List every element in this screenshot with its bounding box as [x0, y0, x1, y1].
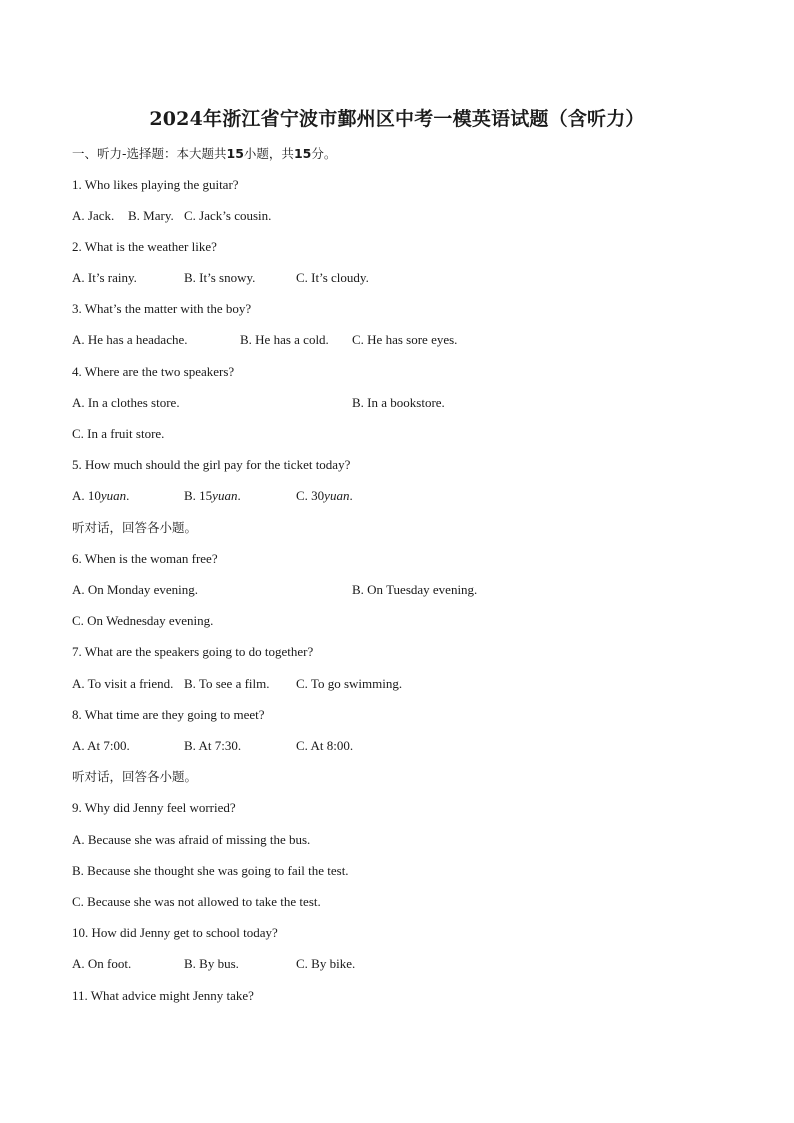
question-3-stem: 3. What’s the matter with the boy?: [72, 301, 252, 316]
option-b: B. It’s snowy.: [184, 270, 256, 285]
question-10-stem: 10. How did Jenny get to school today?: [72, 925, 278, 940]
option-c: C. On Wednesday evening.: [72, 613, 214, 628]
option-b: B. At 7:30.: [184, 738, 242, 753]
option-a: A. On Monday evening.: [72, 582, 199, 597]
question-7-stem: 7. What are the speakers going to do together?: [72, 644, 314, 659]
question-6-stem: 6. When is the woman free?: [72, 551, 218, 566]
question-9-option-a: A. Because she was afraid of missing the bus.: [72, 832, 311, 847]
question-2-stem: 2. What is the weather like?: [72, 239, 217, 254]
section-heading: 一、听力-选择题：本大题共15小题，共15分。: [72, 146, 337, 161]
listening-instruction: 听对话，回答各小题。: [72, 520, 198, 535]
option-c: C. By bike.: [296, 956, 356, 971]
option-a: A. At 7:00.: [72, 738, 130, 753]
option-c: C. 30yuan.: [296, 488, 353, 503]
option-b: B. Mary.: [128, 208, 174, 223]
question-9-stem: 9. Why did Jenny feel worried?: [72, 800, 236, 815]
option-a: A. In a clothes store.: [72, 395, 180, 410]
question-8-stem: 8. What time are they going to meet?: [72, 707, 265, 722]
question-4-stem: 4. Where are the two speakers?: [72, 364, 235, 379]
option-a: A. It’s rainy.: [72, 270, 137, 285]
option-b: B. In a bookstore.: [352, 395, 445, 410]
option-c: C. He has sore eyes.: [352, 332, 458, 347]
page-title: 2024年浙江省宁波市鄞州区中考一模英语试题（含听力）: [149, 108, 645, 130]
option-c: C. Jack’s cousin.: [184, 208, 272, 223]
option-c: C. At 8:00.: [296, 738, 354, 753]
question-9-option-c: C. Because she was not allowed to take the test.: [72, 894, 321, 909]
option-a: A. On foot.: [72, 956, 132, 971]
option-b: B. 15yuan.: [184, 488, 241, 503]
option-b: B. He has a cold.: [240, 332, 329, 347]
option-a: A. He has a headache.: [72, 332, 188, 347]
option-c: C. In a fruit store.: [72, 426, 165, 441]
option-b: B. On Tuesday evening.: [352, 582, 478, 597]
question-9-option-b: B. Because she thought she was going to fail the test.: [72, 863, 349, 878]
option-c: C. To go swimming.: [296, 676, 403, 691]
option-c: C. It’s cloudy.: [296, 270, 369, 285]
question-5-stem: 5. How much should the girl pay for the ticket today?: [72, 457, 351, 472]
option-a: A. To visit a friend.: [72, 676, 174, 691]
listening-instruction: 听对话，回答各小题。: [72, 769, 198, 784]
option-b: B. To see a film.: [184, 676, 270, 691]
option-a: A. Jack.: [72, 208, 115, 223]
question-1-stem: 1. Who likes playing the guitar?: [72, 177, 239, 192]
option-a: A. 10yuan.: [72, 488, 130, 503]
question-11-stem: 11. What advice might Jenny take?: [72, 988, 254, 1003]
option-b: B. By bus.: [184, 956, 239, 971]
